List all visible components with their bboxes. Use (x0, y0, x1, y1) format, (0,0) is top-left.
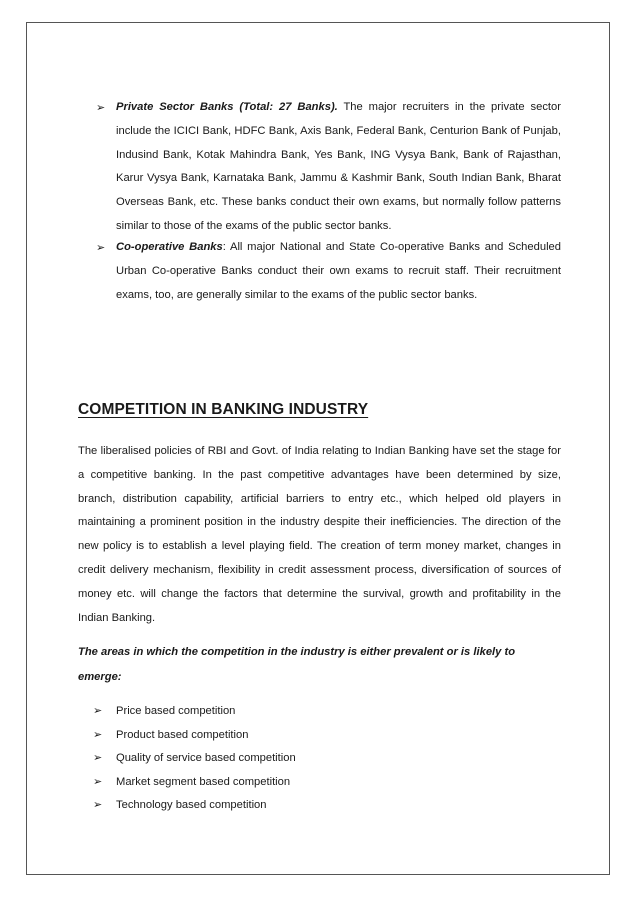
section-heading: COMPETITION IN BANKING INDUSTRY (78, 401, 369, 418)
arrowhead-bullet-icon: ➢ (93, 775, 103, 788)
list-item: ➢ Product based competition (93, 724, 296, 748)
list-item: ➢ Quality of service based competition (93, 747, 296, 771)
list-item: ➢ Market segment based competition (93, 771, 296, 795)
bullet-lead: Private Sector Banks (Total: 27 Banks). (116, 101, 338, 113)
arrowhead-bullet-icon: ➢ (93, 752, 103, 765)
list-item: ➢ Technology based competition (93, 794, 296, 818)
arrowhead-bullet-icon: ➢ (93, 728, 103, 741)
arrowhead-bullet-icon: ➢ (93, 799, 103, 812)
arrowhead-bullet-icon: ➢ (96, 102, 106, 114)
bullet-cooperative-banks (116, 236, 561, 307)
areas-intro: The areas in which the competition in the industry is either prevalent or is likely to emerge: (78, 646, 516, 683)
bullet-private-sector-banks (116, 96, 561, 239)
bullet-text: : All major National and State Co-operative Banks and Scheduled Urban Co-operative Banks conduct their own exams to recruit staff. Their recruitment exams, too, are generally similar to the exams of the public sector banks. (116, 241, 562, 301)
arrowhead-bullet-icon: ➢ (93, 705, 103, 718)
competition-areas-list (93, 700, 296, 818)
bullet-text: The major recruiters in the private sector include the ICICI Bank, HDFC Bank, Axis Bank, Federal Bank, Centurion Bank of Punjab, Indusind Bank, Kotak Mahindra Bank, Yes Bank, ING Vysya Bank, Bank of Rajasthan, Karur Vysya Bank, Karnataka Bank, Jammu & Kashmir Bank, South Indian Bank, Bharat Overseas Bank, etc. These banks conduct their own exams, but normally follow patterns similar to those of the exams of the public sector banks. (116, 101, 561, 232)
body-paragraph: The liberalised policies of RBI and Govt. of India relating to Indian Banking have set the stage for a competitive banking. In the past competitive advantages have been determined by size, branch, distribution capability, artificial barriers to entry etc., which helped old players in maintaining a prominent position in the industry despite their inefficiencies. The direction of the new policy is to establish a level playing field. The creation of term money market, changes in credit delivery mechanism, flexibility in credit assessment process, diversification of sources of money etc. will change the factors that determine the survival, growth and profitability in the Indian Banking. (78, 445, 561, 624)
arrowhead-bullet-icon: ➢ (96, 242, 106, 254)
list-item: ➢ Price based competition (93, 700, 296, 724)
bullet-lead: Co-operative Banks (116, 241, 223, 253)
